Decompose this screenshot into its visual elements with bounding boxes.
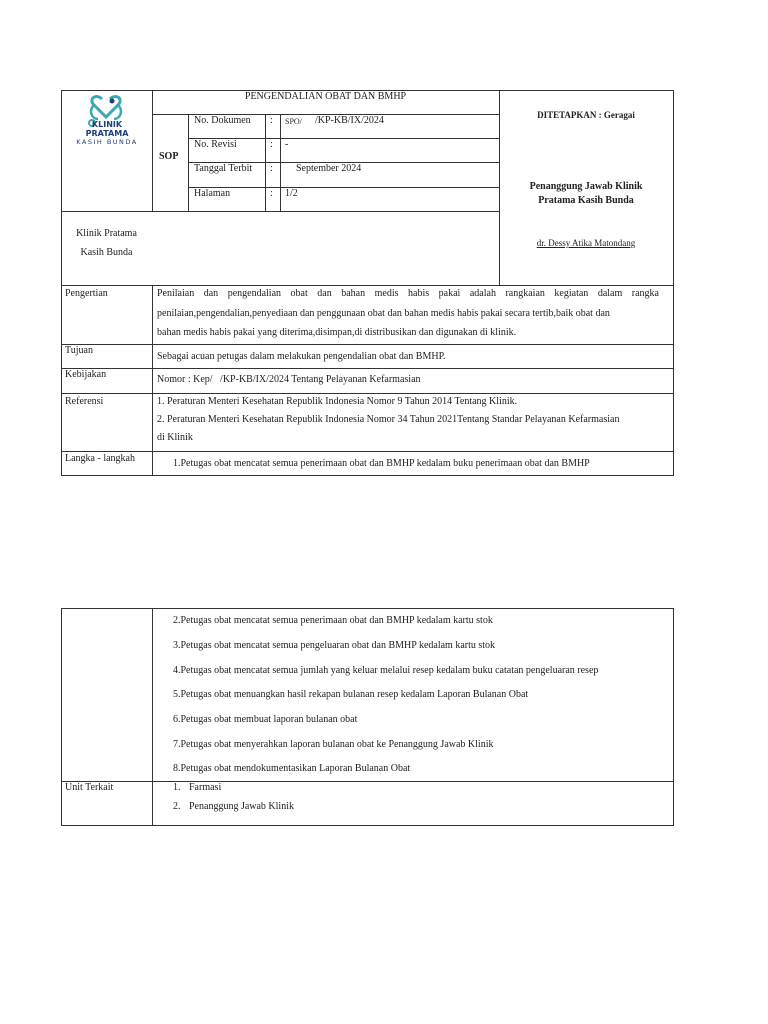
kebijakan-text: Nomor : Kep/ /KP-KB/IX/2024 Tentang Pelayanan Kefarmasian [157,374,421,385]
unit-item-num: 2. [173,801,181,812]
langkah-step-1: 1.Petugas obat mencatat semua penerimaan obat dan BMHP kedalam buku penerimaan obat dan BMHP [173,458,590,469]
meta-label: No. Dokumen [194,115,251,126]
langkah-step-2: 2.Petugas obat mencatat semua penerimaan obat dan BMHP kedalam kartu stok [173,615,493,626]
unit-terkait-label: Unit Terkait [65,782,114,793]
tujuan-label: Tujuan [65,345,93,356]
referensi-line-3: di Klinik [157,432,193,443]
ditetapkan-label: DITETAPKAN : Geragai [537,110,635,120]
tujuan-text: Sebagai acuan petugas dalam melakukan pengendalian obat dan BMHP. [157,351,446,362]
unit-item-num: 1. [173,782,181,793]
langkah-step-6: 6.Petugas obat membuat laporan bulanan obat [173,714,358,725]
langkah-step-4: 4.Petugas obat mencatat semua jumlah yang keluar melalui resep kedalam buku catatan pengeluaran resep [173,665,599,676]
pengertian-line-1: Penilaian dan pengendalian obat dan bahan medis habis pakai adalah rangkaian kegiatan dalam rangka [157,288,659,299]
meta-value: - [285,139,289,150]
referensi-line-2: 2. Peraturan Menteri Kesehatan Republik Indonesia Nomor 34 Tahun 2021Tentang Standar Pelayanan Kefarmasian [157,414,620,425]
meta-sep: : [270,139,273,150]
responsible-line-2: Pratama Kasih Bunda [538,195,634,206]
referensi-line-1: 1. Peraturan Menteri Kesehatan Republik Indonesia Nomor 9 Tahun 2014 Tentang Klinik. [157,396,518,407]
logo-text-pratama: PRATAMA [85,129,129,138]
clinic-name-line-2: Kasih Bunda [80,247,133,258]
unit-item-text: Farmasi [189,782,222,793]
pengertian-line-3: bahan medis habis pakai yang diterima,disimpan,di distribusikan dan digunakan di klinik. [157,327,517,338]
kebijakan-label: Kebijakan [65,369,107,380]
meta-sep: : [270,115,273,126]
langkah-step-3: 3.Petugas obat mencatat semua pengeluaran obat dan BMHP kedalam kartu stok [173,640,496,651]
document-title: PENGENDALIAN OBAT DAN BMHP [244,91,407,102]
logo-text-kasih-bunda: KASIH BUNDA [76,138,138,146]
meta-label: Halaman [194,188,231,199]
pengertian-label: Pengertian [65,288,108,299]
clinic-name-line-1: Klinik Pratama [76,228,137,239]
clinic-logo [66,93,148,151]
langkah-step-7: 7.Petugas obat menyerahkan laporan bulanan obat ke Penanggung Jawab Klinik [173,739,494,750]
logo-text-klinik: KLINIK [91,120,123,129]
doctor-name: dr. Dessy Atika Matondang [536,238,636,248]
responsible-line-1: Penanggung Jawab Klinik [529,181,643,192]
referensi-label: Referensi [65,396,104,407]
langkah-step-5: 5.Petugas obat menuangkan hasil rekapan bulanan resep kedalam Laporan Bulanan Obat [173,689,529,700]
langkah-label: Langka - langkah [65,453,135,464]
pengertian-text [157,284,659,343]
unit-item-text: Penanggung Jawab Klinik [189,801,294,812]
sop-label: SOP [159,151,179,162]
langkah-step-8: 8.Petugas obat mendokumentasikan Laporan Bulanan Obat [173,763,411,774]
meta-label: No. Revisi [194,139,237,150]
meta-value: /KP-KB/IX/2024 [315,115,384,126]
meta-label: Tanggal Terbit [194,163,253,174]
meta-value-prefix: SPO/ [285,117,302,126]
meta-value: 1/2 [285,188,298,199]
meta-value: September 2024 [296,163,362,174]
meta-sep: : [270,188,273,199]
meta-sep: : [270,163,273,174]
pengertian-line-2: penilaian,pengendalian,penyediaan dan penggunaan obat dan bahan medis habis pakai secara tertib,baik obat dan [157,307,610,319]
